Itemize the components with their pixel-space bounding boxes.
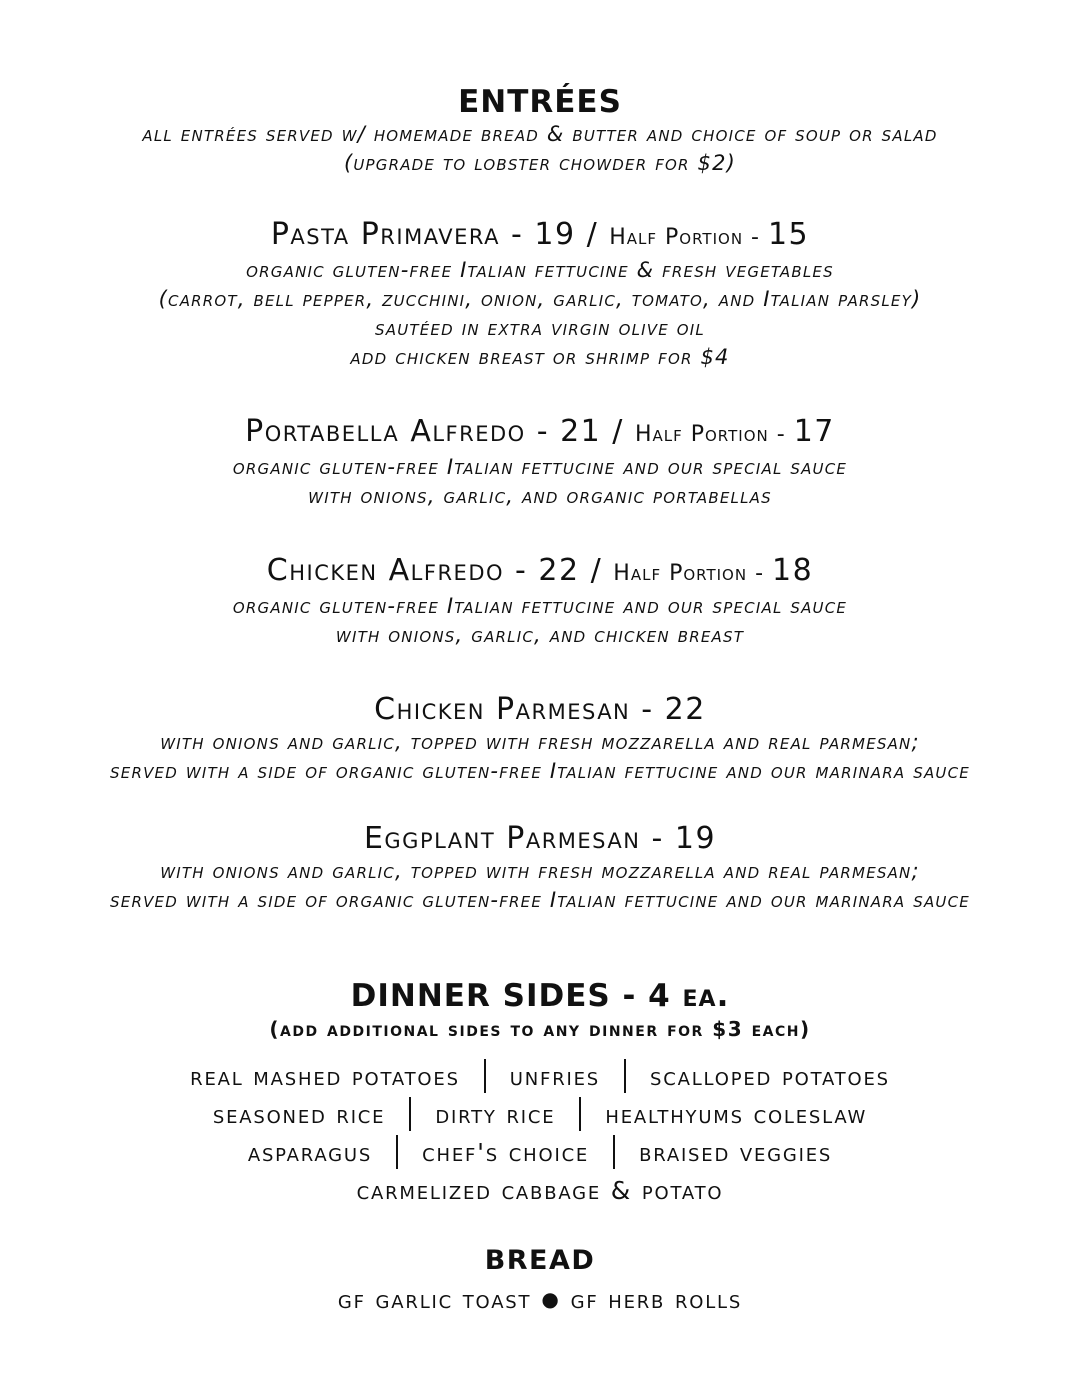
bread-item: gf herb rolls <box>570 1285 743 1314</box>
entrees-note-line2: (upgrade to lobster chowder for $2) <box>343 151 737 175</box>
dinner-sides-title <box>0 977 1080 1015</box>
divider <box>396 1135 398 1169</box>
dish-name-price: Chicken Parmesan - 22 <box>374 692 706 727</box>
dish-name-price: Pasta Primavera - 19 / <box>270 217 610 252</box>
side-item: asparagus <box>247 1138 373 1167</box>
divider <box>409 1097 411 1131</box>
dish-portabella-alfredo <box>0 414 1080 511</box>
divider <box>579 1097 581 1131</box>
sides-row <box>0 1134 1080 1172</box>
dish-eggplant-parmesan <box>0 821 1080 915</box>
half-portion-price: 17 <box>793 414 835 449</box>
side-item: unfries <box>509 1062 601 1091</box>
half-portion-price: 15 <box>767 217 810 252</box>
dish-title <box>0 821 1080 857</box>
dish-name-price: Portabella Alfredo - 21 / <box>245 414 635 449</box>
dish-pasta-primavera <box>0 217 1080 372</box>
half-portion-label: Half Portion - <box>634 422 794 447</box>
dish-title <box>0 553 1080 592</box>
dinner-sides-section <box>0 977 1080 1043</box>
dish-title <box>0 414 1080 453</box>
dinner-sides-title-main: DINNER SIDES - 4 <box>350 978 683 1014</box>
side-item: braised veggies <box>639 1138 833 1167</box>
dish-desc-line: with onions, garlic, and organic portabellas <box>308 484 772 508</box>
half-portion-label: Half Portion - <box>613 561 773 586</box>
side-item: carmelized cabbage & potato <box>356 1176 724 1205</box>
bullet-icon: ● <box>541 1287 561 1311</box>
dish-desc-line: with onions and garlic, topped with fresh mozzarella and real parmesan; <box>160 730 920 754</box>
bread-row <box>0 1282 1080 1317</box>
half-portion-price: 18 <box>772 553 814 588</box>
sides-row <box>0 1096 1080 1134</box>
bread-title: BREAD <box>484 1245 596 1276</box>
bread-item: gf garlic toast <box>337 1285 532 1314</box>
dish-title <box>0 692 1080 728</box>
dish-chicken-alfredo <box>0 553 1080 650</box>
entrees-title: ENTRÉES <box>458 84 622 120</box>
dish-desc-line: served with a side of organic gluten-free Italian fettucine and our marinara sauce <box>110 759 970 783</box>
entrees-note-line1: all entrées served w/ homemade bread & butter and choice of soup or salad <box>142 122 938 146</box>
side-item: scalloped potatoes <box>650 1062 890 1091</box>
dish-name-price: Eggplant Parmesan - 19 <box>363 821 717 856</box>
dish-desc-line: with onions and garlic, topped with fresh mozzarella and real parmesan; <box>160 859 920 883</box>
dish-desc-line: served with a side of organic gluten-free Italian fettucine and our marinara sauce <box>110 888 970 912</box>
dish-desc-line: add chicken breast or shrimp for $4 <box>350 345 730 369</box>
dinner-sides-title-ea: ea. <box>682 978 730 1014</box>
divider <box>624 1059 626 1093</box>
side-item: seasoned rice <box>212 1100 386 1129</box>
side-item: dirty rice <box>435 1100 556 1129</box>
divider <box>613 1135 615 1169</box>
sides-row <box>0 1172 1080 1210</box>
dish-desc-line: organic gluten-free Italian fettucine and our special sauce <box>232 594 848 618</box>
dish-desc-line: (carrot, bell pepper, zucchini, onion, garlic, tomato, and Italian parsley) <box>158 287 922 311</box>
entrees-section <box>0 84 1080 178</box>
dish-desc-line: sautéed in extra virgin olive oil <box>375 316 705 340</box>
half-portion-label: Half Portion - <box>609 225 768 250</box>
dish-title <box>0 217 1080 256</box>
dinner-sides-note: (add additional sides to any dinner for $3 each) <box>269 1017 811 1041</box>
side-item: real mashed potatoes <box>190 1062 460 1091</box>
dish-name-price: Chicken Alfredo - 22 / <box>266 553 614 588</box>
side-item: chef's choice <box>422 1138 590 1167</box>
dish-chicken-parmesan <box>0 692 1080 786</box>
dish-desc-line: with onions, garlic, and chicken breast <box>335 623 745 647</box>
dish-desc-line: organic gluten-free Italian fettucine and our special sauce <box>232 455 848 479</box>
divider <box>484 1059 486 1093</box>
side-item: healthyums coleslaw <box>605 1100 868 1129</box>
bread-section <box>0 1244 1080 1317</box>
dish-desc-line: organic gluten-free Italian fettucine & fresh vegetables <box>246 258 834 282</box>
sides-list <box>0 1058 1080 1210</box>
sides-row <box>0 1058 1080 1096</box>
